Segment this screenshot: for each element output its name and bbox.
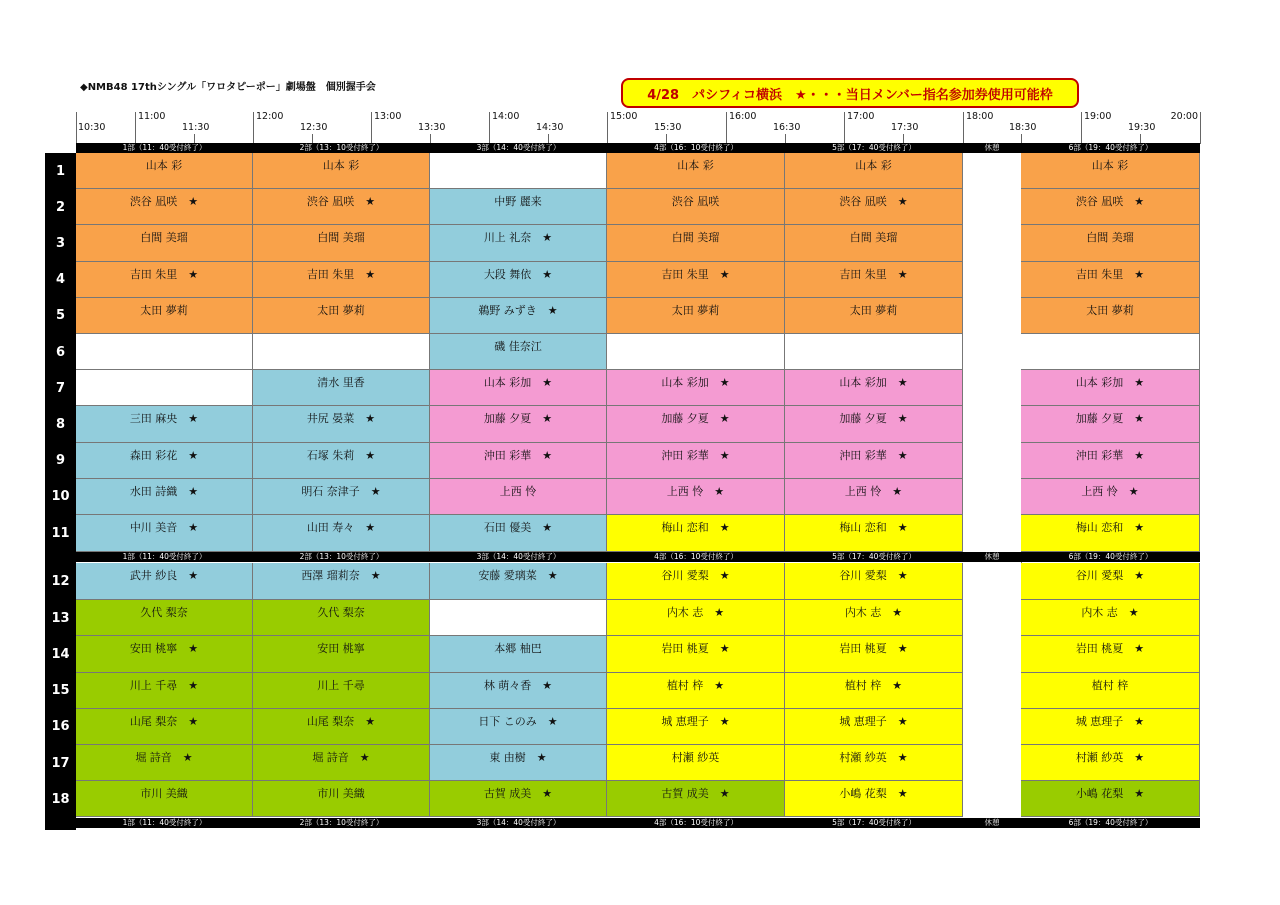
- member-cell: [1021, 334, 1200, 370]
- session-label: 4部（16：10受付終了）: [654, 818, 738, 827]
- member-cell: 沖田 彩華 ★: [607, 443, 785, 479]
- hour-label: 12:00: [256, 111, 284, 122]
- member-cell: 城 恵理子 ★: [1021, 709, 1200, 745]
- member-cell: 堀 詩音 ★: [253, 745, 430, 781]
- member-cell: 加藤 夕夏 ★: [430, 406, 607, 442]
- session-label: 1部（11：40受付終了）: [122, 143, 207, 152]
- member-cell: 山尾 梨奈 ★: [76, 709, 253, 745]
- member-cell: 大段 舞依 ★: [430, 262, 607, 298]
- member-cell: 加藤 夕夏 ★: [607, 406, 785, 442]
- member-cell: 上西 怜 ★: [1021, 479, 1200, 515]
- session-label: 2部（13：10受付終了）: [299, 552, 384, 561]
- row-number: 11: [51, 526, 70, 541]
- session-label: 6部（19：40受付終了）: [1068, 818, 1153, 827]
- member-cell: 沖田 彩華 ★: [785, 443, 963, 479]
- half-hour-label: 16:30: [773, 122, 801, 133]
- member-cell: 古賀 成美 ★: [430, 781, 607, 817]
- member-cell: 市川 美織: [253, 781, 430, 817]
- member-cell: 沖田 彩華 ★: [1021, 443, 1200, 479]
- member-cell: 上西 怜: [430, 479, 607, 515]
- member-cell: 明石 奈津子 ★: [253, 479, 430, 515]
- hour-label: 15:00: [610, 111, 638, 122]
- member-cell: 白間 美瑠: [253, 225, 430, 261]
- member-cell: 山本 彩: [1021, 153, 1200, 189]
- hour-label: 19:00: [1084, 111, 1112, 122]
- member-cell: [76, 334, 253, 370]
- half-hour-label: 12:30: [300, 122, 328, 133]
- hour-tick: [963, 112, 964, 144]
- hour-tick: [135, 112, 136, 144]
- member-cell: 市川 美織: [76, 781, 253, 817]
- member-cell: 川上 礼奈 ★: [430, 225, 607, 261]
- half-hour-label: 15:30: [654, 122, 682, 133]
- notice-banner: 4/28 パシフィコ横浜 ★・・・当日メンバー指名参加券使用可能枠: [621, 78, 1079, 108]
- session-label: 2部（13：10受付終了）: [299, 818, 384, 827]
- member-cell: 山本 彩: [76, 153, 253, 189]
- half-hour-tick: [76, 112, 77, 144]
- member-cell: 岩田 桃夏 ★: [1021, 636, 1200, 672]
- member-cell: 山本 彩加 ★: [785, 370, 963, 406]
- member-cell: 植村 梓: [1021, 673, 1200, 709]
- session-label: 5部（17：40受付終了）: [832, 818, 916, 827]
- hour-tick: [253, 112, 254, 144]
- member-cell: 白間 美瑠: [76, 225, 253, 261]
- member-cell: 川上 千尋: [253, 673, 430, 709]
- hour-tick: [489, 112, 490, 144]
- member-cell: 植村 梓 ★: [785, 673, 963, 709]
- member-cell: 古賀 成美 ★: [607, 781, 785, 817]
- member-cell: 三田 麻央 ★: [76, 406, 253, 442]
- session-label: 1部（11：40受付終了）: [122, 552, 207, 561]
- break-column: [963, 153, 1022, 817]
- row-number: 10: [51, 489, 70, 505]
- member-cell: 梅山 恋和 ★: [785, 515, 963, 552]
- member-cell: 鵜野 みずき ★: [430, 298, 607, 334]
- member-cell: 川上 千尋 ★: [76, 673, 253, 709]
- session-label: 4部（16：10受付終了）: [654, 552, 738, 561]
- member-cell: 村瀬 紗英 ★: [785, 745, 963, 781]
- member-cell: 岩田 桃夏 ★: [785, 636, 963, 672]
- session-label: 3部（14：40受付終了）: [476, 143, 561, 152]
- member-cell: 山本 彩: [785, 153, 963, 189]
- member-cell: 白間 美瑠: [1021, 225, 1200, 261]
- row-number: 6: [55, 344, 66, 360]
- hour-label: 16:00: [729, 111, 757, 122]
- member-cell: 吉田 朱里 ★: [785, 262, 963, 298]
- row-number: 14: [51, 646, 70, 662]
- member-cell: 堀 詩音 ★: [76, 745, 253, 781]
- session-label: 5部（17：40受付終了）: [832, 552, 916, 561]
- member-cell: [785, 334, 963, 370]
- member-cell: 太田 夢莉: [1021, 298, 1200, 334]
- member-cell: 渋谷 凪咲 ★: [785, 189, 963, 225]
- row-number: 13: [51, 610, 70, 626]
- half-hour-label: 17:30: [891, 122, 919, 133]
- session-label: 3部（14：40受付終了）: [476, 552, 561, 561]
- member-cell: 白間 美瑠: [607, 225, 785, 261]
- half-hour-label: 13:30: [418, 122, 446, 133]
- member-cell: 森田 彩花 ★: [76, 443, 253, 479]
- member-cell: 谷川 愛梨 ★: [1021, 563, 1200, 600]
- member-cell: 久代 梨奈: [76, 600, 253, 636]
- hour-label: 18:00: [966, 111, 994, 122]
- member-cell: 石塚 朱莉 ★: [253, 443, 430, 479]
- member-cell: 山本 彩: [607, 153, 785, 189]
- member-cell: 安藤 愛璃菜 ★: [430, 563, 607, 600]
- member-cell: 石田 優美 ★: [430, 515, 607, 552]
- member-cell: 谷川 愛梨 ★: [607, 563, 785, 600]
- session-label: 1部（11：40受付終了）: [122, 818, 207, 827]
- hour-tick: [1081, 112, 1082, 144]
- row-number: 15: [51, 683, 70, 699]
- member-cell: 梅山 恋和 ★: [1021, 515, 1200, 552]
- member-cell: 山田 寿々 ★: [253, 515, 430, 552]
- row-number: 7: [55, 380, 66, 396]
- half-hour-label: 11:30: [182, 122, 210, 133]
- member-cell: 城 恵理子 ★: [607, 709, 785, 745]
- member-cell: 吉田 朱里 ★: [253, 262, 430, 298]
- member-cell: [430, 153, 607, 189]
- member-cell: 岩田 桃夏 ★: [607, 636, 785, 672]
- member-cell: 村瀬 紗英: [607, 745, 785, 781]
- member-cell: 山尾 梨奈 ★: [253, 709, 430, 745]
- session-label: 休憩: [984, 143, 1000, 152]
- member-cell: 太田 夢莉: [785, 298, 963, 334]
- member-cell: 沖田 彩華 ★: [430, 443, 607, 479]
- member-cell: [607, 334, 785, 370]
- row-number: 3: [55, 235, 66, 251]
- member-cell: 水田 詩織 ★: [76, 479, 253, 515]
- member-cell: [76, 370, 253, 406]
- half-hour-label: 14:30: [536, 122, 564, 133]
- member-cell: 山本 彩加 ★: [607, 370, 785, 406]
- member-cell: 村瀬 紗英 ★: [1021, 745, 1200, 781]
- member-cell: 太田 夢莉: [76, 298, 253, 334]
- member-cell: 安田 桃寧: [253, 636, 430, 672]
- member-cell: 本郷 柚巴: [430, 636, 607, 672]
- member-cell: 内木 志 ★: [1021, 600, 1200, 636]
- member-cell: 加藤 夕夏 ★: [1021, 406, 1200, 442]
- member-cell: [430, 600, 607, 636]
- member-cell: 渋谷 凪咲 ★: [76, 189, 253, 225]
- member-cell: 山本 彩: [253, 153, 430, 189]
- member-cell: 中川 美音 ★: [76, 515, 253, 552]
- session-label: 3部（14：40受付終了）: [476, 818, 561, 827]
- hour-tick: [726, 112, 727, 144]
- half-hour-label: 10:30: [78, 122, 106, 133]
- session-label: 6部（19：40受付終了）: [1068, 143, 1153, 152]
- row-number: 1: [55, 163, 66, 179]
- row-number: 17: [51, 755, 70, 771]
- member-cell: 内木 志 ★: [607, 600, 785, 636]
- member-cell: 白間 美瑠: [785, 225, 963, 261]
- page-title: ◆NMB48 17thシングル「ワロタピーポー」劇場盤 個別握手会: [80, 82, 376, 93]
- member-cell: 吉田 朱里 ★: [76, 262, 253, 298]
- member-cell: 中野 麗来: [430, 189, 607, 225]
- hour-tick: [371, 112, 372, 144]
- member-cell: 久代 梨奈: [253, 600, 430, 636]
- row-number: 12: [51, 574, 70, 590]
- member-cell: 東 由樹 ★: [430, 745, 607, 781]
- hour-tick: [1200, 112, 1201, 144]
- hour-label: 11:00: [138, 111, 166, 122]
- half-hour-label: 18:30: [1009, 122, 1037, 133]
- hour-label: 13:00: [374, 111, 402, 122]
- member-cell: 日下 このみ ★: [430, 709, 607, 745]
- member-cell: 小嶋 花梨 ★: [785, 781, 963, 817]
- half-hour-label: 19:30: [1128, 122, 1156, 133]
- session-label: 休憩: [984, 818, 1000, 827]
- member-cell: 渋谷 凪咲 ★: [1021, 189, 1200, 225]
- member-cell: 山本 彩加 ★: [430, 370, 607, 406]
- row-number: 4: [55, 272, 66, 288]
- row-number: 5: [55, 308, 66, 324]
- row-number: 8: [55, 416, 66, 432]
- member-cell: 小嶋 花梨 ★: [1021, 781, 1200, 817]
- member-cell: 西澤 瑠莉奈 ★: [253, 563, 430, 600]
- hour-tick: [844, 112, 845, 144]
- member-cell: 山本 彩加 ★: [1021, 370, 1200, 406]
- member-cell: 太田 夢莉: [607, 298, 785, 334]
- hour-label: 17:00: [847, 111, 875, 122]
- member-cell: 梅山 恋和 ★: [607, 515, 785, 552]
- row-number: 2: [55, 199, 66, 215]
- hour-tick: [607, 112, 608, 144]
- member-cell: 谷川 愛梨 ★: [785, 563, 963, 600]
- row-number: 16: [51, 719, 70, 735]
- row-number: 9: [55, 453, 66, 469]
- session-label: 5部（17：40受付終了）: [832, 143, 916, 152]
- member-cell: 渋谷 凪咲: [607, 189, 785, 225]
- hour-label: 20:00: [1170, 111, 1198, 122]
- member-cell: 植村 梓 ★: [607, 673, 785, 709]
- hour-label: 14:00: [492, 111, 520, 122]
- member-cell: 武井 紗良 ★: [76, 563, 253, 600]
- member-cell: 上西 怜 ★: [785, 479, 963, 515]
- session-label: 4部（16：10受付終了）: [654, 143, 738, 152]
- member-cell: 内木 志 ★: [785, 600, 963, 636]
- member-cell: 吉田 朱里 ★: [607, 262, 785, 298]
- member-cell: [253, 334, 430, 370]
- member-cell: 林 萌々香 ★: [430, 673, 607, 709]
- session-label: 2部（13：10受付終了）: [299, 143, 384, 152]
- session-label: 休憩: [984, 552, 1000, 561]
- member-cell: 井尻 晏菜 ★: [253, 406, 430, 442]
- member-cell: 上西 怜 ★: [607, 479, 785, 515]
- row-number: 18: [51, 791, 70, 807]
- member-cell: 清水 里香: [253, 370, 430, 406]
- member-cell: 城 恵理子 ★: [785, 709, 963, 745]
- member-cell: 磯 佳奈江: [430, 334, 607, 370]
- member-cell: 加藤 夕夏 ★: [785, 406, 963, 442]
- member-cell: 吉田 朱里 ★: [1021, 262, 1200, 298]
- member-cell: 太田 夢莉: [253, 298, 430, 334]
- session-label: 6部（19：40受付終了）: [1068, 552, 1153, 561]
- member-cell: 安田 桃寧 ★: [76, 636, 253, 672]
- member-cell: 渋谷 凪咲 ★: [253, 189, 430, 225]
